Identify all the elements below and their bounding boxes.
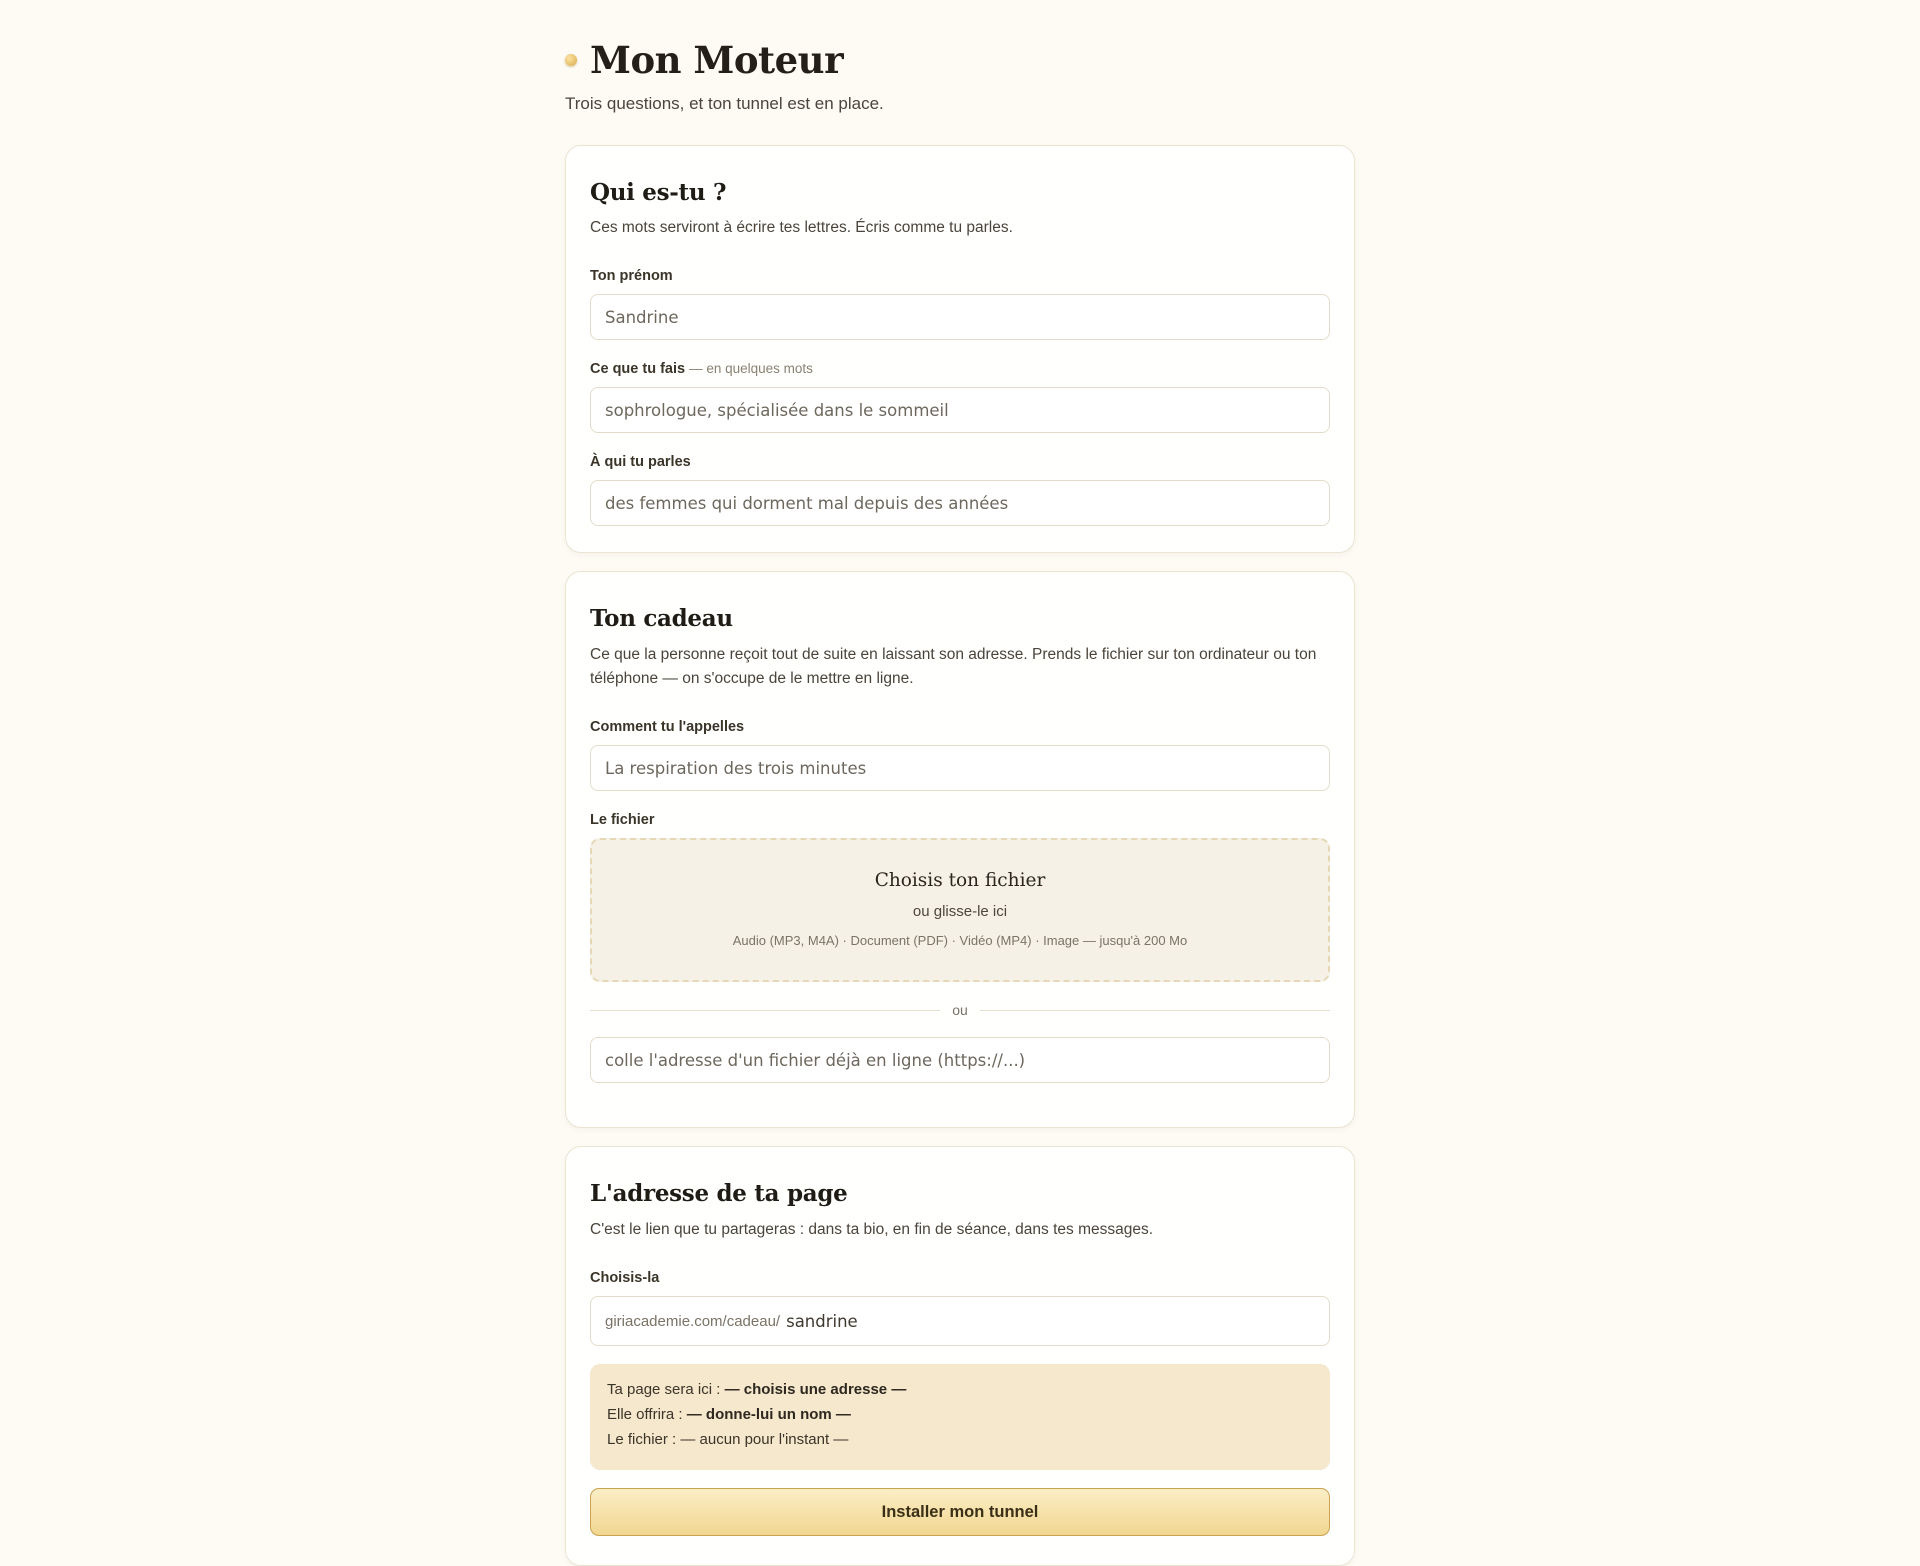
who-title: Qui es-tu ? <box>590 179 727 206</box>
firstname-label: Ton prénom <box>590 268 673 284</box>
job-input[interactable] <box>590 387 1330 433</box>
summary-page-line <box>607 1377 1313 1402</box>
who-desc: Ces mots serviront à écrire tes lettres. Écris comme tu parles. <box>590 219 1013 236</box>
dropzone-subtitle: ou glisse-le ici <box>912 903 1008 920</box>
summary-offer-prefix: Elle offrira : <box>607 1406 683 1423</box>
address-title: L'adresse de ta page <box>590 1180 848 1207</box>
gift-card <box>565 571 1355 1128</box>
job-label <box>590 361 1330 377</box>
divider-line <box>980 1010 1330 1011</box>
dropzone-types: Audio (MP3, M4A) · Document (PDF) · Vidéo (MP4) · Image — jusqu'à 200 Mo <box>732 933 1188 948</box>
job-label-hint: — en quelques mots <box>689 361 813 376</box>
audience-input[interactable] <box>590 480 1330 526</box>
brand-dot-icon <box>565 54 577 66</box>
summary-file-value: — aucun pour l'instant — <box>680 1431 849 1448</box>
audience-label: À qui tu parles <box>590 454 691 470</box>
address-field[interactable] <box>590 1296 1330 1346</box>
address-desc: C'est le lien que tu partageras : dans ta bio, en fin de séance, dans tes messages. <box>590 1221 1154 1238</box>
file-dropzone[interactable] <box>590 838 1330 982</box>
summary-file-prefix: Le fichier : <box>607 1431 677 1448</box>
summary-page-prefix: Ta page sera ici : <box>607 1381 721 1398</box>
gift-desc: Ce que la personne reçoit tout de suite en laissant son adresse. Prends le fichier sur ton ordinateur ou ton téléphone — on s'occupe de le mettre en ligne. <box>590 646 1317 687</box>
address-prefix: giriacademie.com/cadeau/ <box>605 1312 781 1330</box>
summary-page-value: — choisis une adresse — <box>724 1381 907 1398</box>
divider-line <box>590 1010 940 1011</box>
or-text: ou <box>952 1002 968 1018</box>
summary-offer-value: — donne-lui un nom — <box>686 1406 851 1423</box>
page-title: Mon Moteur <box>590 38 844 82</box>
address-slug-input[interactable] <box>780 1311 1315 1332</box>
file-label: Le fichier <box>590 812 655 828</box>
summary-offer-line <box>607 1402 1313 1427</box>
file-url-input[interactable] <box>590 1037 1330 1083</box>
page-subtitle: Trois questions, et ton tunnel est en place. <box>565 94 884 113</box>
install-tunnel-button[interactable]: Installer mon tunnel <box>590 1488 1330 1536</box>
dropzone-title[interactable]: Choisis ton fichier <box>874 870 1046 891</box>
firstname-input[interactable] <box>590 294 1330 340</box>
gift-name-input[interactable] <box>590 745 1330 791</box>
address-card <box>565 1146 1355 1566</box>
brand <box>565 36 1355 84</box>
gift-name-label: Comment tu l'appelles <box>590 719 745 735</box>
summary-box <box>590 1364 1330 1470</box>
summary-file-line <box>607 1427 1313 1452</box>
or-divider <box>590 1002 1330 1018</box>
gift-title: Ton cadeau <box>590 605 733 632</box>
who-card <box>565 145 1355 553</box>
address-label: Choisis-la <box>590 1270 660 1286</box>
job-label-text: Ce que tu fais <box>590 361 686 377</box>
page <box>565 0 1355 1521</box>
